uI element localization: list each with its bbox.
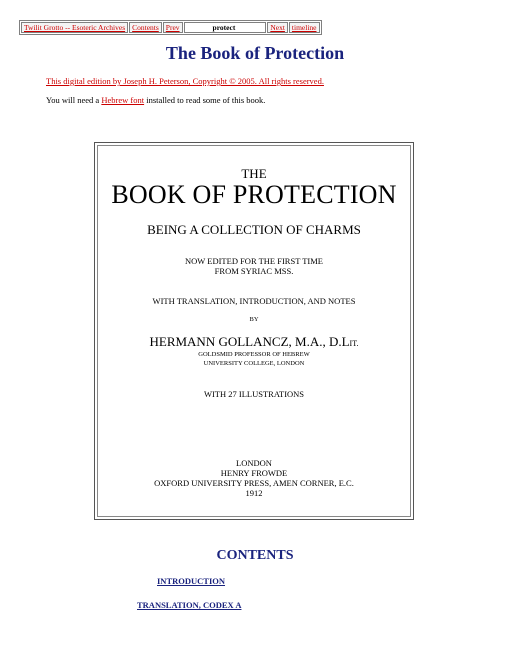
font-note [46, 95, 265, 105]
author-affiliation-line1: GOLDSMID PROFESSOR OF HEBREW [198, 351, 310, 358]
edition-note [98, 256, 410, 276]
font-note-before: You will need a [46, 95, 102, 105]
imprint-line3: OXFORD UNIVERSITY PRESS, AMEN CORNER, E.C. [154, 478, 354, 488]
author-degree-suffix: IT. [349, 339, 359, 348]
nav-link-twilit-grotto[interactable]: Twilit Grotto -- Esoteric Archives [24, 23, 126, 32]
imprint-line1: LONDON [236, 458, 272, 468]
title-book: BOOK OF PROTECTION [111, 180, 397, 209]
nav-link-prev[interactable]: Prev [165, 23, 180, 32]
top-navigation-bar [19, 20, 322, 35]
contents-heading: CONTENTS [216, 548, 294, 563]
toc-link-introduction[interactable]: INTRODUCTION [157, 576, 226, 586]
author-affiliation-line2: UNIVERSITY COLLEGE, LONDON [203, 360, 305, 367]
nav-link-contents[interactable]: Contents [132, 23, 159, 32]
imprint [98, 458, 410, 498]
author-name [98, 334, 410, 350]
title-the: THE [241, 166, 267, 181]
author-affiliation [98, 350, 410, 368]
translation-note: WITH TRANSLATION, INTRODUCTION, AND NOTES [152, 296, 356, 306]
nav-link-next[interactable]: Next [270, 23, 285, 32]
nav-current-page: protect [184, 22, 267, 33]
illustrations-note: WITH 27 ILLUSTRATIONS [203, 389, 305, 399]
hebrew-font-link[interactable]: Hebrew font [101, 95, 145, 105]
page-title: The Book of Protection [165, 43, 345, 63]
author-main: HERMANN GOLLANCZ, M.A., D.L [149, 334, 350, 349]
font-note-after: installed to read some of this book. [144, 95, 266, 105]
edition-note-line1: NOW EDITED FOR THE FIRST TIME [185, 256, 323, 266]
title-page-frame [94, 142, 414, 520]
toc-link-translation-codex-a[interactable]: TRANSLATION, CODEX A [137, 600, 242, 610]
imprint-line4: 1912 [245, 488, 263, 498]
imprint-line2: HENRY FROWDE [220, 468, 288, 478]
copyright-link[interactable]: This digital edition by Joseph H. Peterson, Copyright © 2005. All rights reserved. [46, 76, 324, 86]
title-page [97, 145, 411, 517]
by-label: BY [249, 316, 259, 323]
nav-link-timeline[interactable]: timeline [291, 23, 317, 32]
edition-note-line2: FROM SYRIAC MSS. [214, 266, 294, 276]
subtitle-collection: BEING A COLLECTION OF CHARMS [147, 222, 361, 237]
